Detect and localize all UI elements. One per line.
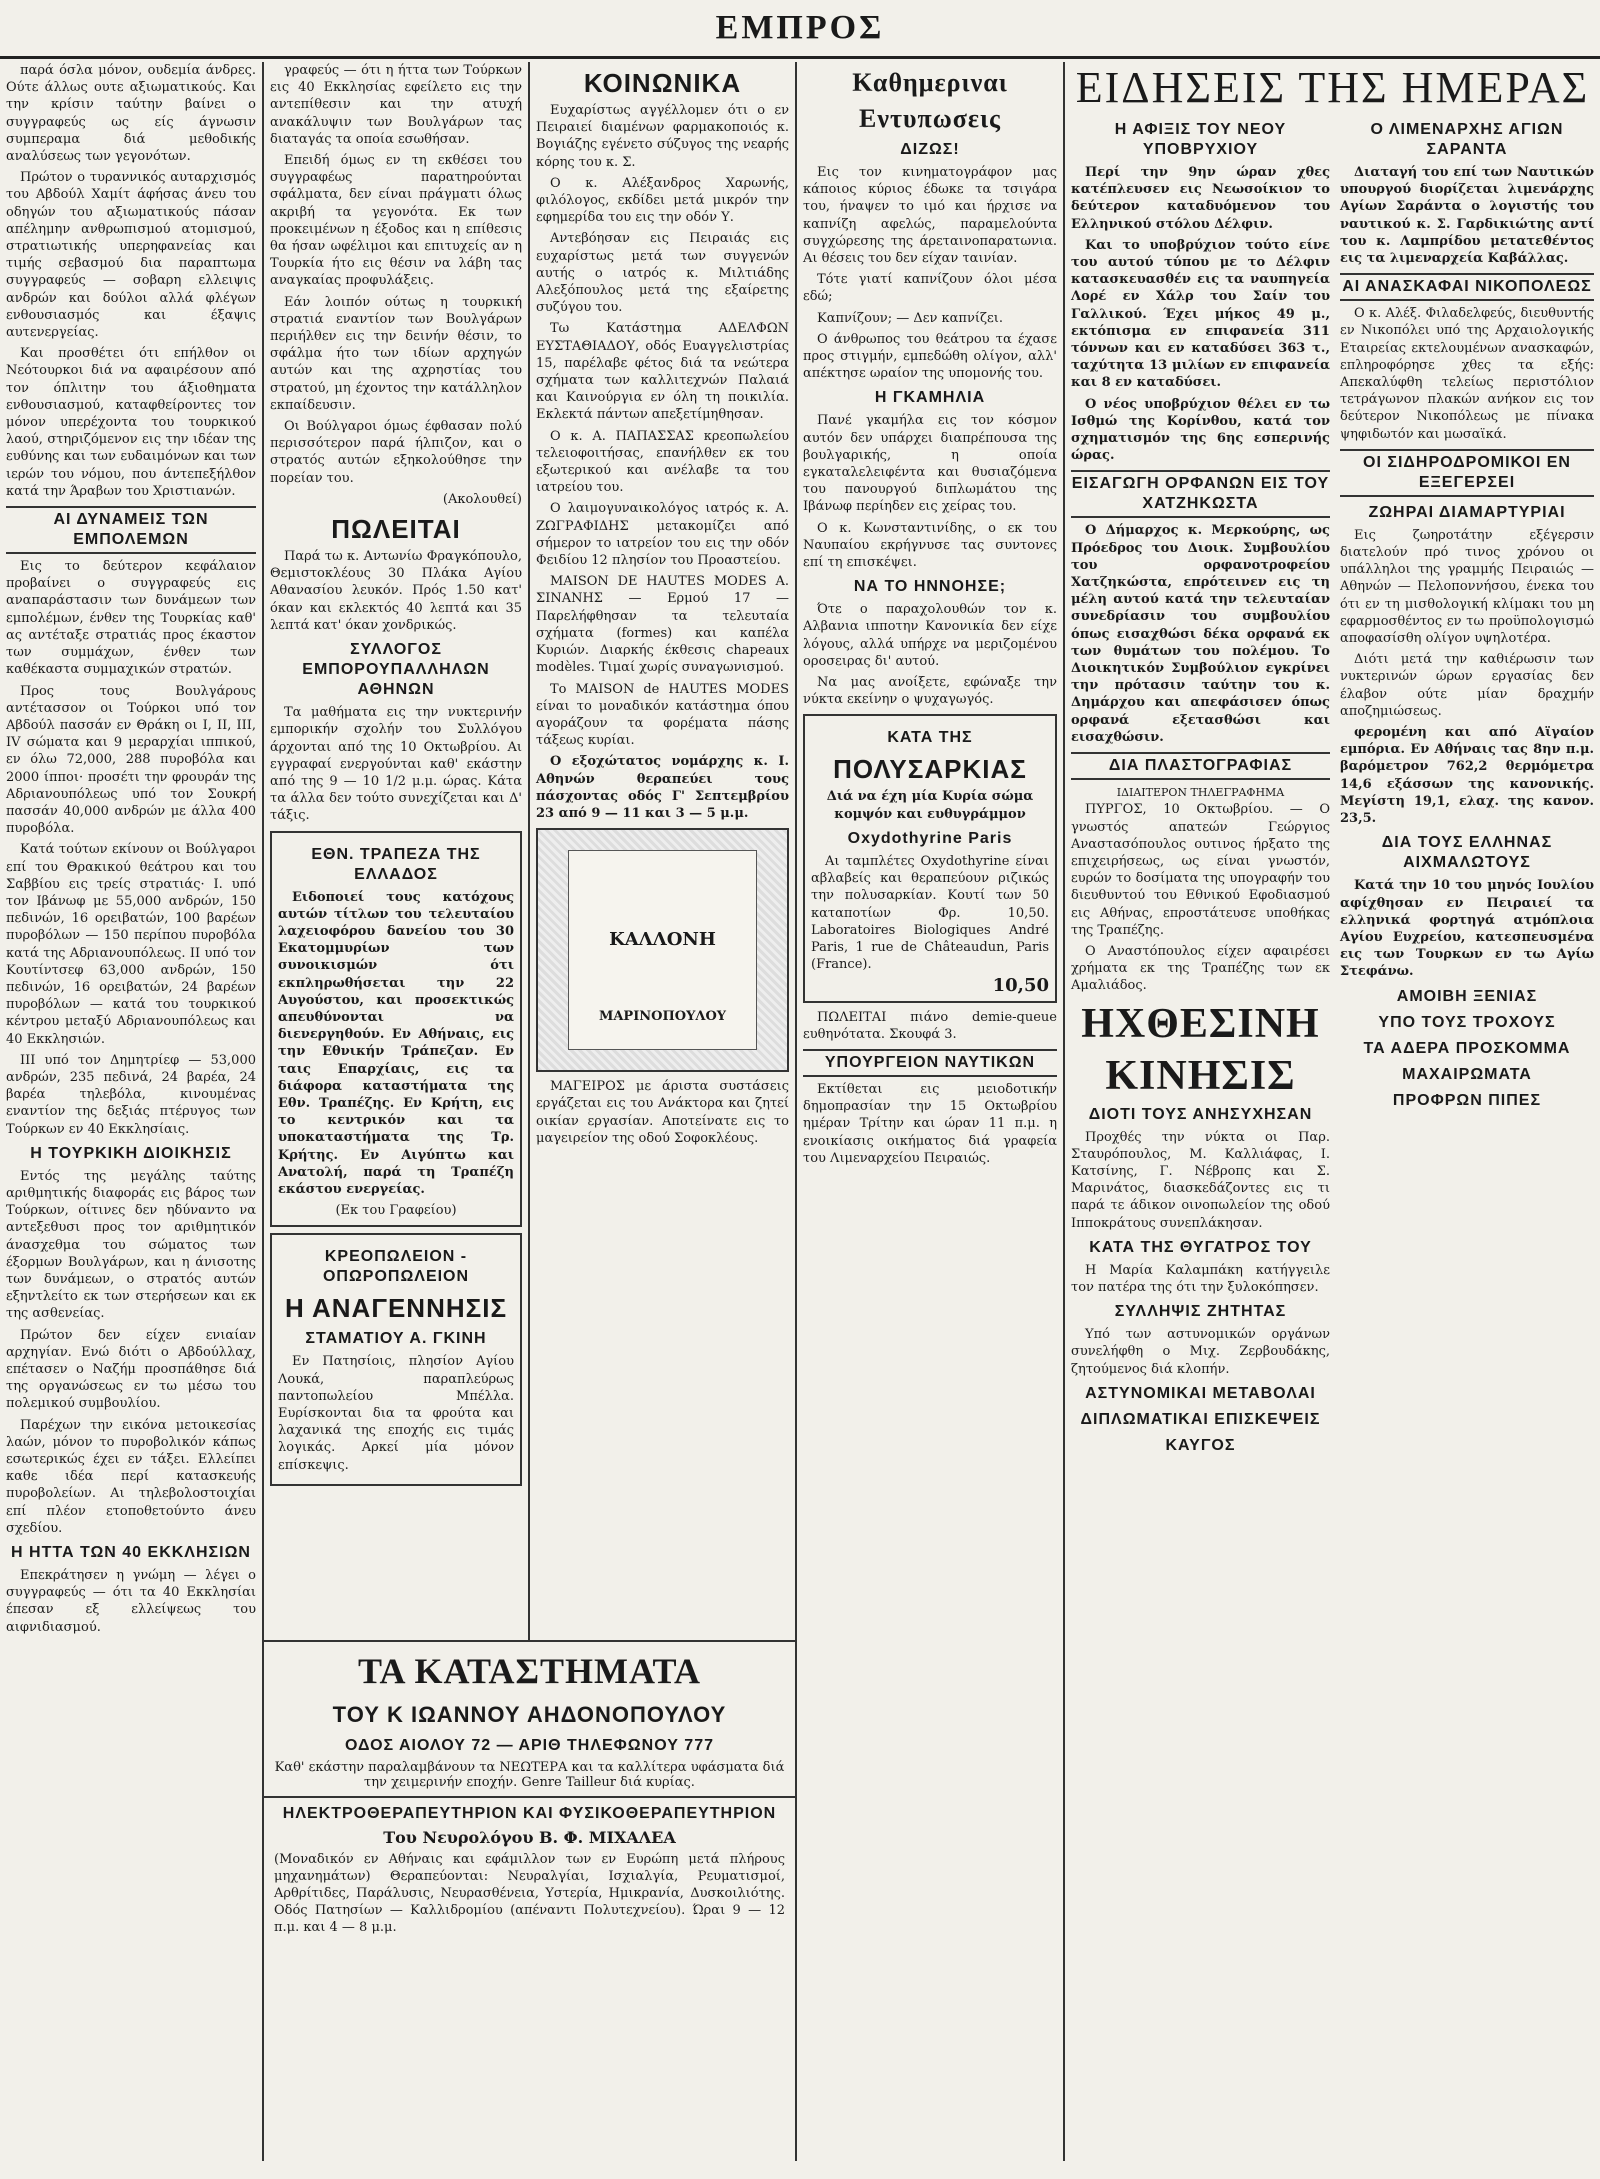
shop-owner: ΣΤΑΜΑΤΙΟΥ Α. ΓΚΙΝΗ — [305, 1330, 487, 1348]
news-heading: ΜΑΧΑΙΡΩΜΑΤΑ — [1402, 1065, 1532, 1083]
store-ad-text: Καθ' εκάστην παραλαμβάνουν τα ΝΕΩΤΕΡΑ και τα καλλίτερα υφάσματα διά την χειμερινήν εποχήν. Genre Tailleur διά κυρίας. — [274, 1760, 785, 1790]
ad-price: 10,50 — [992, 975, 1049, 997]
news-heading: ΠΡΟΦΡΩΝ ΠΙΠΕΣ — [1392, 1091, 1542, 1109]
column-5-6 — [1065, 62, 1600, 2161]
shop-ad-box — [270, 1233, 522, 1485]
paragraph: Καπνίζουν; — Δεν καπνίζει. — [817, 310, 1003, 326]
bottom-ads — [264, 1640, 795, 2162]
paragraph: Ο λαιμογυναικολόγος ιατρός κ. Α. ΖΩΓΡΑΦΙΔΗΣ μετακομίζει από σήμερον το ιατρείον του εις την οδόν Φειδίου 12 πλησίον του Προαστείου. — [536, 501, 789, 569]
ad-caption: ΜΑΡΙΝΟΠΟΥΛΟΥ — [598, 1009, 727, 1025]
paragraph: Πρώτον ο τυραννικός αυταρχισμός του Αβδούλ Χαμίτ άφήσας άνευ του οδηγών του αξιωματικούς πάσαν απέλημην ανθρωπισμού ατομισμού, στρατιωτικής υπερηφανείας και τιμής σεβασμού δια παραπτωμα συγγραφεύς — σοβαρη ελλειψις ανδρών και δούλοι αλλά φλέγων ενθουσιασμός και έξαψις αυτενεργείας. — [6, 170, 256, 341]
news-subheading: ΙΔΙΑΙΤΕΡΟΝ ΤΗΛΕΓΡΑΦΗΜΑ — [1116, 786, 1285, 800]
bank-notice-box — [270, 831, 522, 1228]
paragraph: Ο κ. Α. ΠΑΠΑΣΣΑΣ κρεοπωλείου τελειοφοιτήσας, επανήλθεν εκ του εξωτερικού και ανέλαβε τα του ιατρείου του. — [536, 428, 789, 496]
paragraph: Αντεβόησαν εις Πειραιάς εις ευχαρίστως μετά των συγγενών αυτής ο ιατρός κ. Μιλτιάδης Αλεξόπουλος μετά της εξαίρετης συζύγου του. — [536, 231, 789, 316]
paragraph: Ο κ. Κωνσταντινίδης, ο εκ του Ναυπαίου εκρήγνυσε τας συντονες επί τη επισκέψει. — [803, 520, 1057, 571]
news-heading: Ο ΛΙΜΕΝΑΡΧΗΣ ΑΓΙΩΝ ΣΑΡΑΝΤΑ — [1370, 121, 1564, 158]
ad-text: Παρά τω κ. Αντωνίω Φραγκόπουλο, Θεμιστοκλέους 30 Πλάκα Αγίου Αθανασίου λευκόν. Πρός 1.50 κατ' όκαν και εκλεκτός 40 λεπτά και 35 λεπτά κατ' όκαν χονδρικώς. — [270, 549, 522, 633]
ad-subtitle: Διά να έχη μία Κυρία σώμα κομψόν και ευθυγράμμον — [826, 789, 1034, 822]
paragraph: Παρέχων την εικόνα μετοικεσίας λαών, μόνον το πυροβολικόν κάπως εσωτερικώς έχει εν τάξει. Ελλείπει καθε ιδέα περί κατασκευής πυροβολείων. Αι τηλεβολοστοιχίαι επί πλέον ετοποθετούντο άνευ σχεδίου. — [6, 1417, 256, 1536]
paragraph: Ο Αναστόπουλος είχεν αφαιρέσει χρήματα εκ της Τραπέζης των εκ Αμαλιάδος. — [1071, 943, 1330, 994]
paragraph: Διότι μετά την καθιέρωσιν των νυκτερινών ώρων εργασίας δεν έλαβον ούτε μίαν δραχμήν αποζημιώσεως. — [1339, 652, 1594, 719]
section-heading: ΑΙ ΔΥΝΑΜΕΙΣ ΤΩΝ ΕΜΠΟΛΕΜΩΝ — [6, 506, 256, 554]
news-heading: ΚΑΥΓΟΣ — [1165, 1436, 1236, 1454]
section-heading: Η ΤΟΥΡΚΙΚΗ ΔΙΟΙΚΗΣΙΣ — [30, 1144, 232, 1162]
news-heading: ΔΙΟΤΙ ΤΟΥΣ ΑΝΗΣΥΧΗΣΑΝ — [1088, 1105, 1313, 1123]
news-heading: ΑΙ ΑΝΑΣΚΑΦΑΙ ΝΙΚΟΠΟΛΕΩΣ — [1340, 273, 1594, 301]
paragraph: Πρώτον δεν είχεν ενιαίαν αρχηγίαν. Ενώ διότι ο Αβδούλλαχ, επέτασεν ο Ναζήμ προσπάθησε διά της οργανώσεως εν τω μέσω του πολεμικού συμβουλίου. — [6, 1327, 256, 1412]
paragraph: Ότε ο παραχολουθών τον κ. Αλβανια ιπποτην Κανονικία δεν είχε λόγους, αλλά υπήρχε να μεριζομένου οροσειρας δι' αυτού. — [803, 602, 1057, 669]
paragraph: Εις ζωηροτάτην εξέγερσιν διατελούν πρό τινος χρόνου οι υπάλληλοι της γραμμής Πειραιώς — Αθηνών — Πελοποννήσου, ένεκα του ότι εν τη μισθολογική κλίμακι του μη εφαρμοσθέντος εν τω προϋπολογισμώ αποφασίσθη ολίγον υψηλοτέρα. — [1339, 527, 1594, 647]
paragraph: Προς τους Βουλγάρους αντέτασσον οι Τούρκοι υπό τον Αβδούλ πασσάν εν Θράκη οι Ι, ΙΙ, ΙΙΙ, IV σώματα και 9 μεραρχίαι ιππικού, εν όλω 72,000, 288 πυροβόλα και 2000 ίπποι· προσέτι την φρουράν της Αδριανουπόλεως υπό τον Σουκρή πασσάν 40,000 ανδρών με άλλα 400 πυροβόλα. — [6, 683, 256, 837]
sub-heading: ΔΙΖΩΣ! — [900, 141, 960, 158]
section-heading: ΚΟΙΝΩΝΙΚΑ — [583, 68, 742, 98]
shop-text: Εν Πατησίοις, πλησίον Αγίου Λουκά, παραπλεύρως παντοπωλείου Μπέλλα. Ευρίσκονται δια τα φρούτα και λαχανικά της εποχής εις τιμάς λογικάς. Αρκεί μία μόνον επίσκεψις. — [278, 1354, 514, 1473]
ad-title: ΚΑΤΑ ΤΗΣ — [887, 729, 973, 747]
ad-product: Oxydothyrine Paris — [847, 829, 1013, 847]
ad-word: ΠΟΛΥΣΑΡΚΙΑΣ — [833, 754, 1027, 785]
notice-text: Τα μαθήματα εις την νυκτερινήν εμπορικήν σχολήν του Συλλόγου άρχονται από της 10 Οκτωβρίου. Αι εγγραφαί ενεργούνται καθ' εκάστην από της 9 — 10 1/2 μ.μ. ώρας. Κάτα τα άλλα δεν τούτο συνεχίζεται και Δ' τάξις. — [270, 705, 522, 824]
ad-heading: ΠΩΛΕΙΤΑΙ — [331, 514, 461, 545]
paragraph: Ο νέος υποβρύχιον θέλει εν τω Ισθμώ της Κορίνθου, κατά τον σχηματισμόν της 6ης εσπερινής ώρας. — [1071, 396, 1330, 464]
shop-heading: ΚΡΕΟΠΩΛΕΙΟΝ - ΟΠΩΡΟΠΩΛΕΙΟΝ — [322, 1248, 470, 1286]
ad-text: Αι ταμπλέτες Oxydothyrine είναι αβλαβείς και θεραπεύουν ριζικώς την πολυσαρκίαν. Κουτί των 50 καταποτίων Φρ. 10,50. Laboratoires Biologiques André Paris, 1 rue de Châteaudun, Paris (France). — [811, 853, 1049, 973]
clinic-ad-heading: ΗΛΕΚΤΡΟΘΕΡΑΠΕΥΤΗΡΙΟΝ ΚΑΙ ΦΥΣΙΚΟΘΕΡΑΠΕΥΤΗΡΙΟΝ — [282, 1805, 777, 1822]
bank-signature: (Εκ του Γραφείου) — [335, 1203, 457, 1219]
paragraph: Επεκράτησεν η γνώμη — λέγει ο συγγραφεύς — ότι τα 40 Εκκλησίαι έπεσαν εξ ελλείψεως του αιφνιδιασμού. — [6, 1568, 256, 1635]
paragraph: Εάν λοιπόν ούτως η τουρκική στρατιά εναντίον των Βουλγάρων περιήλθεν εις την δεινήν θέσιν, το σφάλμα ήτο των ιδίων αρχηγών αυτών και της αχρηστίας του στρατού, μη έχοντος την κατάλληλον εκπαίδευσιν. — [270, 294, 522, 413]
paragraph: φερομένη και από Αϊγαίον εμπόρια. Εν Αθήναις τας 8ην π.μ. βαρόμετρον 762,2 θερμόμετρα 14,6 εξάσσων της κανονικής. Μεγίστη 19,1, ελαχ. της κανον. 23,5. — [1339, 725, 1594, 827]
diet-ad-box — [803, 714, 1057, 1002]
paragraph: Περί την 9ην ώραν χθες κατέπλευσεν εις Νεωσοίκιον το δεύτερον καταδυόμενον του Ελληνικού στόλου Δέλφιν. — [1071, 165, 1330, 232]
column-1 — [0, 62, 262, 2161]
paragraph: Οι Βούλγαροι όμως έφθασαν πολύ περισσότερον παρά ήλπιζον, και ο στρατός αυτών εξηκολούθησε την πορείαν του. — [270, 419, 522, 486]
paragraph: παρά όσλα μόνον, ουδεμία άνδρες. Ούτε άλλως ουτε αξιωματικούς. Και την κρίσιν ταύτην βαίνει ο συγγραφεύς ως είς άγνωσιν συμπεραμα διά μεθοδικής αναλύσεως των γεγονότων. — [6, 63, 256, 165]
econ-heading: ΚΙΝΗΣΙΣ — [1105, 1052, 1296, 1099]
column-4 — [797, 62, 1063, 2161]
store-ad-address: ΟΔΟΣ ΑΙΟΛΟΥ 72 — ΑΡΙΘ ΤΗΛΕΦΩΝΟΥ 777 — [344, 1737, 714, 1754]
clinic-ad-text: (Μοναδικόν εν Αθήναις και εφάμιλλον των εν Ευρώπη μετά πλήρους μηχανημάτων) Θεραπεύονται: Νευραλγίαι, Ισχιαλγία, Ρευματισμοί, Αρθρίτιδες, Παράλυσις, Νευρασθένεια, Υστερία, Ημικρανία, Δυσκοιλιότης. Οδός Πατησίων — Καλλιδρομίου (απέναντι Πολυτεχνείου). Ώραι 9 — 12 π.μ. και 4 — 8 μ.μ. — [274, 1852, 785, 1935]
paragraph: ΠΥΡΓΟΣ, 10 Οκτωβρίου. — Ο γνωστός απατεών Γεώργιος Αναστασόπουλος ουτινος ήρξατο της επιχειρήσεως, ως είναι γνωστόν, ευρών το δοσίματα της υπογραφήν του διευθυντού του Εθνικού Εφοδιασμού εις Αθήνας, επροστάτευσε υποθήκας της Τραπέζης. — [1071, 802, 1330, 938]
clinic-ad-doctor: Του Νευρολόγου Β. Φ. ΜΙΧΑΛΕΑ — [383, 1828, 676, 1847]
store-ad-owner: ΤΟΥ Κ ΙΩΑΝΝΟΥ ΑΗΔΟΝΟΠΟΥΛΟΥ — [332, 1702, 727, 1727]
paragraph: Ο κ. Αλέξανδρος Χαρωνής, φιλόλογος, εκδίδει μετά μικρόν την εφημερίδα του εις την οδόν Υ. — [536, 175, 789, 226]
paragraph: Κατά τούτων εκίνουν οι Βούλγαροι επί του Θρακικού θεάτρου και του Σαββίου εις τρείς στρατιάς· Ι. υπό τον Ιβάνωφ με 55,000 ανδρών, 150 πεδινών, 16 ορειβατών, 100 βαρέων πυροβόλων — 150 περίπου πυροβόλα κατά της Αδριανουπόλεως. ΙΙ υπό τον Κουτίντσεφ 63,000 ανδρών, 150 πεδινών, 16 ορειβατών, 24 βαρέων πυροβόλων — κατά του τουρκικού κέντρου μεταξύ Αδριανουπόλεως και 40 Εκκλησιών. — [6, 842, 256, 1047]
paragraph: Υπό των αστυνομικών οργάνων συνελήφθη ο Μιχ. Ζερβουδάκης, ζητούμενος διά κλοπήν. — [1071, 1327, 1330, 1377]
sub-heading: Η ΓΚΑΜΗΛΙΑ — [874, 389, 986, 407]
paragraph: Ευχαρίστως αγγέλλομεν ότι ο εν Πειραιεί διαμένων φαρμακοποιός κ. Βογιάζης εγένετο σύζυγος της νεαρής κόρης του κ. Σ. — [536, 103, 789, 170]
paragraph: Να μας ανοίξετε, εφώναξε την νύκτα εκείνην ο ψυχαγωγός. — [803, 675, 1057, 708]
paragraph: Ο άνθρωπος του θεάτρου τα έχασε προς στιγμήν, εμπεδώθη ολίγον, αλλ' απέκτησε ωραίον της υπομονής του. — [803, 331, 1057, 382]
news-heading: ΔΙΑ ΤΟΥΣ ΕΛΛΗΝΑΣ ΑΙΧΜΑΛΩΤΟΥΣ — [1381, 834, 1553, 872]
news-left-column — [1071, 114, 1330, 1460]
paragraph: Η Μαρία Καλαμπάκη κατήγγειλε τον πατέρα της ότι την ξυλοκόπησεν. — [1071, 1262, 1330, 1295]
paragraph: Εις το δεύτερον κεφάλαιον προβαίνει ο συγγραφεύς εις αναπαράστασιν των δυνάμεων των εμπολέμων, ένθεν της Τουρκίας καθ' ας αντέταξε στρατιάς προς έκαστον των συμμάχων, ένθεν των καθέκαστα συμμαχικών στρατών. — [6, 559, 256, 678]
news-heading: ΔΙΑ ΠΛΑΣΤΟΓΡΑΦΙΑΣ — [1071, 752, 1330, 780]
news-heading: ΚΑΤΑ ΤΗΣ ΘΥΓΑΤΡΟΣ ΤΟΥ — [1089, 1238, 1312, 1256]
news-heading: Η ΑΦΙΞΙΣ ΤΟΥ ΝΕΟΥ ΥΠΟΒΡΥΧΙΟΥ — [1114, 121, 1287, 158]
masthead-title: ΕΜΠΡΟΣ — [0, 0, 1600, 59]
shop-name: Η ΑΝΑΓΕΝΝΗΣΙΣ — [284, 1293, 508, 1324]
paragraph: Επειδή όμως εν τη εκθέσει του συγγραφέως παρατηρούνται σφάλματα, δεν είναι πράγματι όλως ακριβή τα γεγονότα. Εκ των προκειμένων η έξοδος και η επίθεσις θα ήσαν ωφέλιμοι και επιτυχείς αν η Τουρκία ήτο εις θέσιν να λάβη τας αναγκαίας προφυλάξεις. — [270, 153, 522, 289]
ad-label: ΚΑΛΛΟΝΗ — [609, 929, 716, 951]
paragraph: Τω Κατάστημα ΑΔΕΛΦΩΝ ΕΥΣΤΑΘΙΑΔΟΥ, οδός Ευαγγελιστρίας 15, παρέλαβε φέτος διά τα νεώτερα σχήματα των καλλιτεχνών Παλαιά και Καινούργια εν όλη τη ποικιλία. Εκλεκτά πάντων απεξετίμηθησαν. — [536, 321, 789, 423]
paragraph: MAISON DE HAUTES MODES Α. ΣΙΝΑΝΗΣ — Ερμού 17 — Παρελήφθησαν τα τελευταία σχήματα (formes) και καπέλα Κυριών. Διαρκής έκθεσις chapeaux modèles. Τιμαί χωρίς συναγωνισμού. — [536, 574, 789, 676]
section-heading: Καθημεριναι — [852, 68, 1008, 97]
paragraph: γραφεύς — ότι η ήττα των Τούρκων εις 40 Εκκλησίας εφείλετο εις την αντεπίθεσιν και την ατυχή ανακάλυψιν των Βουλγάρων τας διαταγάς τα οποία εσωθήσαν. — [270, 63, 522, 147]
news-heading: ΣΥΛΛΗΨΙΣ ΖΗΤΗΤΑΣ — [1114, 1303, 1287, 1321]
paragraph: Και το υποβρύχιον τούτο είνε του αυτού τύπου με το Δέλφιν κατασκευασθέν εις τα ναυπηγεία Λορέ εν Χάλρ του Σαίν του Γαλλικού. Έχει μήκος 49 μ., εκτόπισμα εν επιφανεία 311 τόννων και εν καταδύσει 363 τ., ταχύτητα 13 μιλίων εν επιφανεία και 8 εν καταδύσει. — [1071, 237, 1330, 391]
paragraph: Προχθές την νύκτα οι Παρ. Σταυρόπουλος, Μ. Καλλιάφας, Ι. Κατσίνης, Γ. Νέβροπς και Σ. Μαρινάτος, διασκεδάζοντες εις τι παρά τε άδικον οινοπωλείον της οδού Ιπποκράτους συνεπλάκησαν. — [1071, 1129, 1330, 1231]
paragraph: Διαταγή του επί των Ναυτικών υπουργού διορίζεται λιμενάρχης Αγίων Σαράντα ο λογιστής του ναυτικού κ. Σ. Γαρδικιώτης αντί του κ. Λαμπρίδου μετατεθέντος εις τα λιμεναρχεία Καβάλλας. — [1339, 165, 1594, 267]
section-heading: Η ΗΤΤΑ ΤΩΝ 40 ΕΚΚΛΗΣΙΩΝ — [11, 1544, 251, 1562]
paragraph: Ο εξοχώτατος νομάρχης κ. Ι. Αθηνών θεραπεύει τους πάσχοντας οδός Γ' Σεπτεμβρίου 23 από 9 — 11 και 3 — 5 μ.μ. — [536, 754, 789, 821]
paragraph: Κατά την 10 του μηνός Ιουλίου αφίχθησαν εν Πειραιεί τα ελληνικά φορτηγά ατμόπλοια Αγίου Ευχρείου, κατεσπευσμένα εις των Τουρκων εν τω Αγίω Στεφάνω. — [1339, 878, 1594, 980]
continued-note: (Ακολουθεί) — [442, 491, 522, 507]
paragraph: Και προσθέτει ότι επήλθον οι Νεότουρκοι διά να αφαιρέσουν από τον όπλιτην του άξιοθηματα ενθουσιασμού, καταφθείροντες τον μόνον υπερέχοντα του τουρκικού λαού, στηριζόμενον εις την ιδέαν της ευθύνης και των ευδαιμόνων και των ιερών του νόμου, που άντεπεξήλθον κατά την Άραβων του Χριστιανών. — [6, 346, 256, 499]
bank-text: Ειδοποιεί τους κατόχους αυτών τίτλων του τελευταίου λαχειοφόρου δανείου του 30 Εκατομμυρίων των συνοικισμών ότι εκπληρωθήσεται την 22 Αυγούστου, και προσεκτικώς απευθύνονται να διενεργηθούν. Εν Αθήναις, εις την Εθνικήν Τράπεζαν. Εν ταις Επαρχίαις, εις τα διάφορα καταστήματα της Εθν. Τραπέζης. Εν Κρήτη, εις το κεντρικόν και τα υποκαταστήματα της Τρ. Κρήτης. Εν Αιγύπτω και Ανατολή, παρά τη Τραπέζη εκάστου ενεργείας. — [278, 889, 514, 1197]
paragraph: ΙΙΙ υπό τον Δημητρίεφ — 53,000 ανδρών, 235 πεδινά, 24 βαρέα, 24 βαρέα τηλεβόλα, κινουμένας εναντίον της δεξιάς πτέρυγος των Τούρκων εν 40 Εκκλησίαις. — [6, 1052, 256, 1137]
news-heading: ΑΜΟΙΒΗ ΞΕΝΙΑΣ — [1396, 987, 1538, 1005]
store-ad-heading: ΤΑ ΚΑΤΑΣΤΗΜΑΤΑ — [357, 1651, 702, 1691]
paragraph: Ο Δήμαρχος κ. Μερκούρης, ως Πρόεδρος του Διοικ. Συμβουλίου του ορφανοτροφείου Χατζηκώστα, επρότεινεν εις τη μέλη αυτού κατά την τελευταίαν συνεδρίασιν του συμβουλίου όπως εισαχθώσι δέκα ορφανά εκ των θυμάτων του πολέμου. Το Διοικητικόν Συμβούλιον εγκρίνει την πρότασιν ταύτην του κ. Δημάρχου και απεφάσισεν όπως ορφανά εξετασθώσι και εισαχθώσιν. — [1071, 523, 1330, 745]
paragraph: Πανέ γκαμήλα εις τον κόσμον αυτόν δεν υπάρχει διαπρέπουσα της βουλγαρικής, η οποία εγκαταλελειφέντα και θυσιαζόμενα του πανουργού διπλωμάτου της Ιβάνωφ περίηδεν εις χείρας του. — [803, 413, 1057, 515]
news-heading: ΔΙΠΛΩΜΑΤΙΚΑΙ ΕΠΙΣΚΕΨΕΙΣ — [1080, 1410, 1321, 1428]
cosmetics-ad-image — [536, 828, 789, 1072]
news-heading: ΕΙΣΑΓΩΓΗ ΟΡΦΑΝΩΝ ΕΙΣ ΤΟΥ ΧΑΤΖΗΚΩΣΤΑ — [1071, 470, 1330, 518]
section-heading: Εντυπωσεις — [859, 104, 1001, 133]
section-heading: ΥΠΟΥΡΓΕΙΟΝ ΝΑΥΤΙΚΩΝ — [803, 1049, 1057, 1077]
paragraph: Εντός της μεγάλης ταύτης αριθμητικής διαφοράς εις βάρος των Τούρκων, οίτινες δεν ηδύναντο να αντεξεθυσι προς τον αριθμητικόν άνασχεθμα του σώματος των έξορμων Βουλγάρων, και η άνισοτης των δυνάμεων, ο στρατός αυτών εξηντλείτο εκ των στερήσεων και εκ της ασθενείας. — [6, 1168, 256, 1322]
news-heading: ΥΠΟ ΤΟΥΣ ΤΡΟΧΟΥΣ — [1378, 1013, 1556, 1031]
econ-heading: ΗΧΘΕΣΙΝΗ — [1081, 1000, 1320, 1047]
paragraph: Το MAISON de HAUTES MODES είναι το μοναδικόν κατάστημα όπου αγοράζουν τα φορέματα πάσης τάξεως κυρίαι. — [536, 681, 789, 749]
news-heading: ΟΙ ΣΙΔΗΡΟΔΡΟΜΙΚΟΙ ΕΝ ΕΞΕΓΕΡΣΕΙ — [1340, 449, 1594, 497]
paragraph: ΠΩΛΕΙΤΑΙ πιάνο demie-queue ευθηνότατα. Σκουφά 3. — [803, 1009, 1057, 1042]
news-heading: ΤΑ ΑΔΕΡΑ ΠΡΟΣΚΟΜΜΑ — [1363, 1039, 1571, 1057]
news-right-column — [1340, 114, 1594, 1460]
news-heading: ΑΣΤΥΝΟΜΙΚΑΙ ΜΕΤΑΒΟΛΑΙ — [1085, 1384, 1316, 1402]
notice-heading: ΣΥΛΛΟΓΟΣ ΕΜΠΟΡΟΥΠΑΛΛΗΛΩΝ ΑΘΗΝΩΝ — [302, 641, 490, 699]
paragraph: ΜΑΓΕΙΡΟΣ με άριστα συστάσεις εργάζεται εις του Ανάκτορα και ζητεί οικίαν εργασίαν. Αποτείνατε εις το μαγειρείον της οδού Σοφοκλέους. — [536, 1079, 789, 1146]
news-subheading: ΖΩΗΡΑΙ ΔΙΑΜΑΡΤΥΡΙΑΙ — [1368, 503, 1566, 521]
sub-heading: ΝΑ ΤΟ ΗΝΝΟΗΣΕ; — [853, 578, 1007, 596]
paragraph: Τότε γιατί καπνίζουν όλοι μέσα εδώ; — [803, 272, 1057, 305]
news-banner: ΕΙΔΗΣΕΙΣ ΤΗΣ ΗΜΕΡΑΣ — [1075, 63, 1590, 112]
bank-heading: ΕΘΝ. ΤΡΑΠΕΖΑ ΤΗΣ ΕΛΛΑΔΟΣ — [311, 845, 481, 883]
paragraph: Ο κ. Αλέξ. Φιλαδελφεύς, διευθυντής εν Νικοπόλει υπό της Αρχαιολογικής Εταιρείας εκτελουμένων ανασκαφών, επληροφόρησε χθες τα εξής: Απεκαλύφθη τελείως περιστόλιον τετράγωνον πλακών ανήκον εις τον δεύτερον Νικοπόλεως με πίνακα ψηφιδωτόν και μωσαϊκά. — [1339, 306, 1594, 442]
paragraph: Εις τον κινηματογράφον μας κάποιος κύριος έδωκε τα τσιγάρα του, ήναψεν το ιμό και ήρχισε να καπνίζη αφελώς, παραμελούντα συγχώρεσης της άρεταινοπαρατωνια. Αι θέσεις του δεν είχαν ταινίαν. — [803, 165, 1057, 267]
paragraph: Εκτίθεται εις μειοδοτικήν δημοπρασίαν την 15 Οκτωβρίου ημέραν Τρίτην και ώραν 11 π.μ. η ενοικίασις οικήματος διά γραφεία του Λιμεναρχείου Πειραιώς. — [803, 1081, 1057, 1166]
